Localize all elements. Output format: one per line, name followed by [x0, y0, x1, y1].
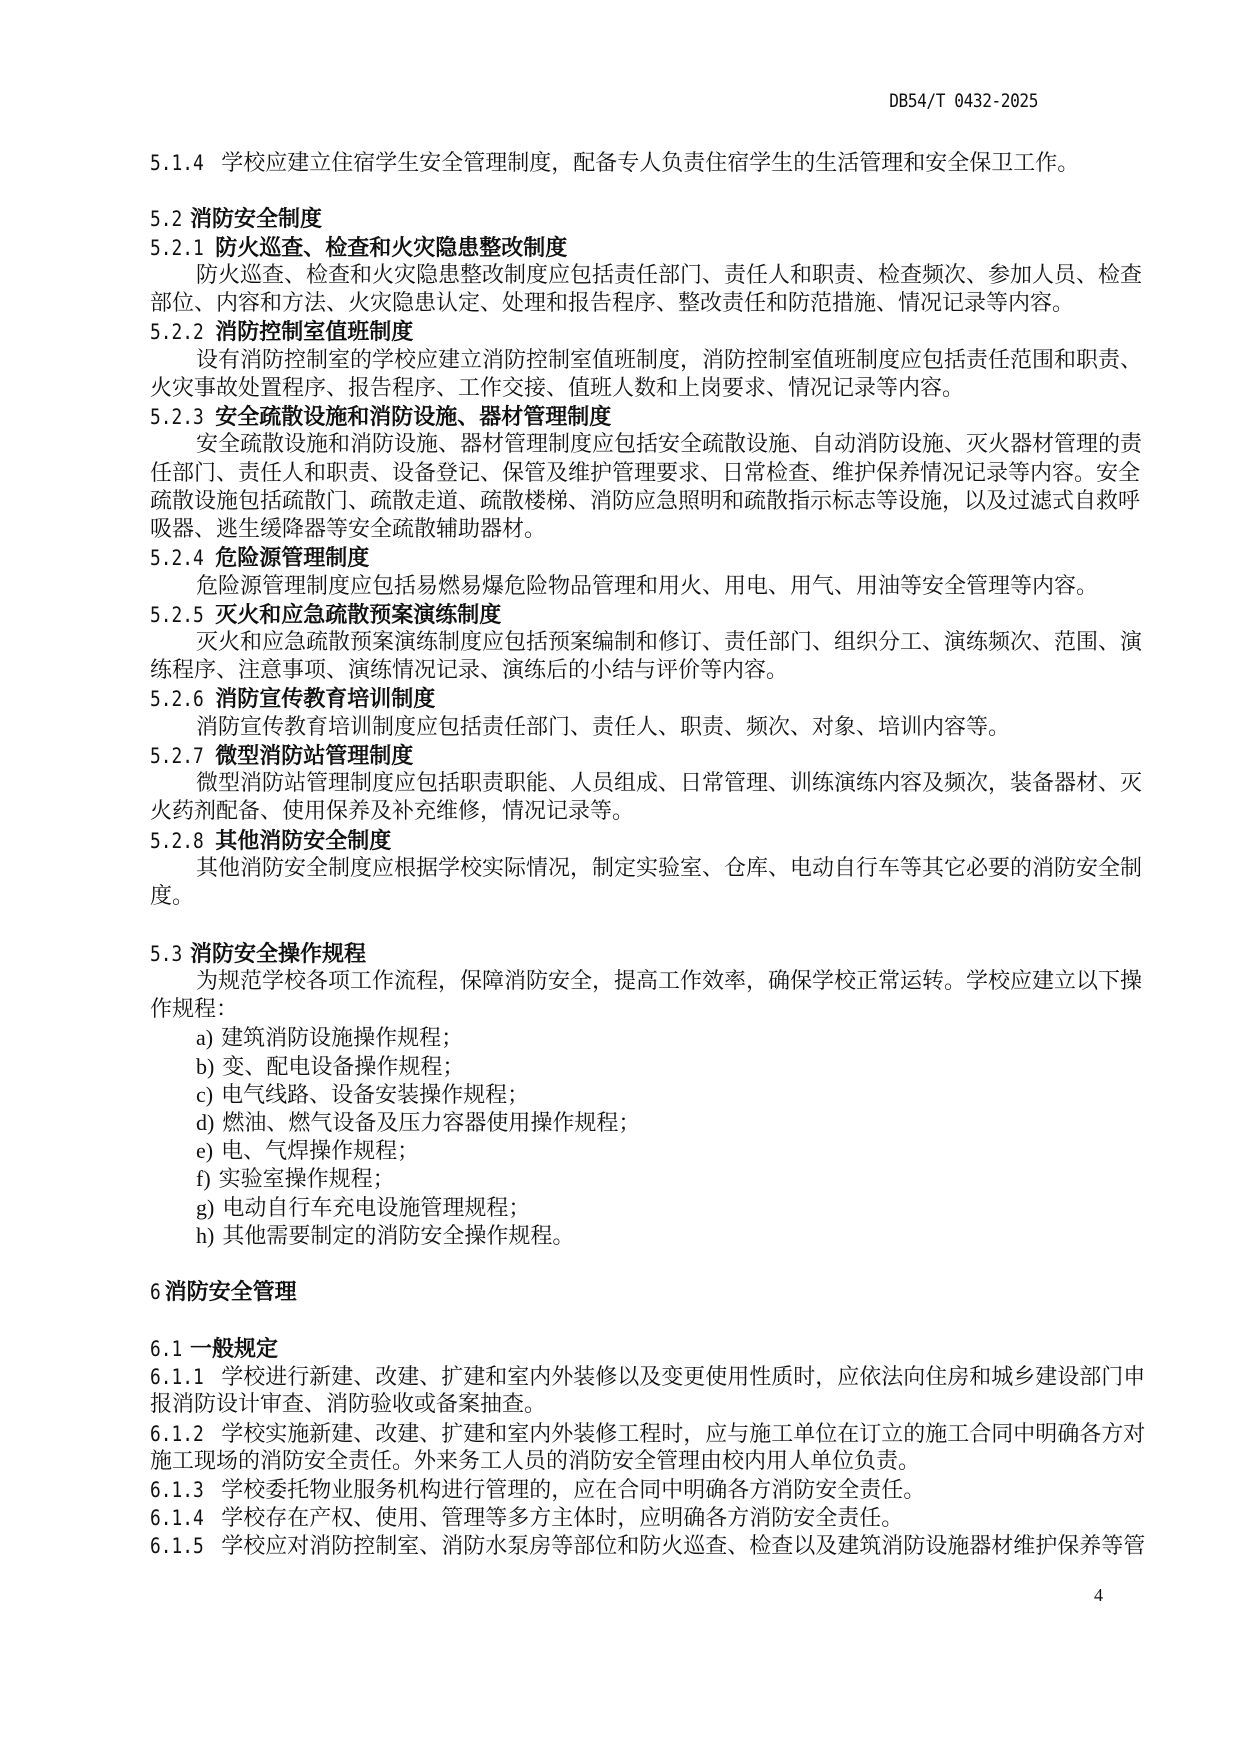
line-text: 学校委托物业服务机构进行管理的，应在合同中明确各方消防安全责任。: [221, 1478, 926, 1504]
clause-number: 6.1.2: [150, 1421, 204, 1446]
section-heading: [150, 1335, 1132, 1363]
line-text: 部位、内容和方法、火灾隐患认定、处理和报告程序、整改责任和防范措施、情况记录等内容。: [150, 291, 1075, 317]
section-heading: [150, 403, 1132, 431]
section-title: 危险源管理制度: [215, 546, 370, 572]
line-text: 为规范学校各项工作流程，保障消防安全，提高工作效率，确保学校正常运转。学校应建立以下操: [196, 968, 1143, 994]
text-line: [150, 883, 1132, 911]
paragraph: [150, 573, 1132, 601]
list-item: [150, 1194, 1132, 1222]
list-item-text: 变、配电设备操作规程；: [222, 1054, 465, 1080]
line-text: 火灾事故处置程序、报告程序、工作交接、值班人数和上岗要求、情况记录等内容。: [150, 375, 965, 401]
text-line: [150, 1391, 1132, 1419]
list-marker: e): [196, 1138, 214, 1164]
list-item: [150, 1081, 1132, 1109]
list-item-text: 实验室操作规程；: [218, 1167, 395, 1193]
text-line: [150, 1532, 1146, 1560]
text-line: [150, 1448, 1132, 1476]
line-text: 学校实施新建、改建、扩建和室内外装修工程时，应与施工单位在订立的施工合同中明确各方对: [221, 1421, 1146, 1447]
text-line: [150, 855, 1143, 883]
section-heading: [150, 1278, 1132, 1306]
section-heading: [150, 318, 1132, 346]
list-marker: h): [196, 1222, 215, 1248]
list-item-text: 其他需要制定的消防安全操作规程。: [222, 1223, 575, 1249]
section-heading: [150, 685, 1132, 713]
text-line: [150, 1363, 1146, 1391]
text-line: [150, 573, 1132, 601]
section-number: 5.2.7: [150, 743, 204, 768]
section-number: 5.2.3: [150, 405, 204, 430]
line-text: 学校应建立住宿学生安全管理制度，配备专人负责住宿学生的生活管理和安全保卫工作。: [221, 151, 1080, 176]
section-number: 6.1: [150, 1336, 183, 1361]
clause: [150, 1420, 1146, 1476]
section-number: 5.3: [150, 941, 183, 966]
line-text: 安全疏散设施和消防设施、器材管理制度应包括安全疏散设施、自动消防设施、灭火器材管理的责: [196, 432, 1143, 458]
document-body: [150, 149, 1146, 1561]
section-heading: [150, 205, 1132, 233]
section-number: 5.2.6: [150, 687, 204, 712]
section-title: 消防安全操作规程: [189, 941, 366, 967]
list-item: [150, 1053, 1132, 1081]
text-line: [150, 375, 1132, 403]
section-heading: [150, 742, 1132, 770]
section-heading: [150, 234, 1132, 262]
section-number: 5.2: [150, 207, 183, 232]
section-title: 一般规定: [189, 1336, 278, 1362]
line-text: 设有消防控制室的学校应建立消防控制室值班制度，消防控制室值班制度应包括责任范围和职责、: [196, 347, 1143, 373]
list-item-text: 电气线路、设备安装操作规程；: [221, 1082, 530, 1108]
section-number: 5.2.8: [150, 828, 204, 853]
line-text: 灭火和应急疏散预案演练制度应包括预案编制和修订、责任部门、组织分工、演练频次、范围、演: [196, 629, 1143, 655]
list-item: [150, 1109, 1132, 1137]
section-number: 5.2.4: [150, 546, 204, 571]
line-text: 学校进行新建、改建、扩建和室内外装修以及变更使用性质时，应依法向住房和城乡建设部门申: [221, 1365, 1146, 1391]
section-number: 5.2.2: [150, 320, 204, 345]
list-item: [150, 1165, 1132, 1193]
text-line: [150, 1504, 1132, 1532]
list-marker: a): [196, 1025, 214, 1051]
clause: [150, 1504, 1132, 1532]
list-marker: g): [196, 1194, 215, 1220]
section-title: 其他消防安全制度: [215, 828, 392, 854]
line-text: 危险源管理制度应包括易燃易爆危险物品管理和用火、用电、用气、用油等安全管理等内容。: [196, 573, 1099, 599]
clause: [150, 149, 1132, 177]
paragraph: [150, 262, 1143, 318]
list-item: [150, 1024, 1132, 1052]
text-line: [150, 629, 1143, 657]
section-number: 5.2.1: [150, 235, 204, 260]
line-text: 学校应对消防控制室、消防水泵房等部位和防火巡查、检查以及建筑消防设施器材维护保养等管: [221, 1534, 1146, 1560]
text-line: [150, 488, 1141, 516]
clause-number: 6.1.4: [150, 1506, 204, 1531]
list-item-text: 电、气焊操作规程；: [221, 1139, 420, 1165]
line-text: 防火巡查、检查和火灾隐患整改制度应包括责任部门、责任人和职责、检查频次、参加人员、检查: [196, 262, 1143, 288]
list-item: [150, 1222, 1132, 1250]
blank-line: [150, 177, 1132, 205]
list-marker: f): [196, 1166, 211, 1192]
section-heading: [150, 940, 1132, 968]
clause-number: 6.1.5: [150, 1534, 204, 1559]
paragraph: [150, 347, 1143, 403]
line-text: 疏散设施包括疏散门、疏散走道、疏散楼梯、消防应急照明和疏散指示标志等设施，以及过滤式自救呼: [150, 488, 1141, 514]
paragraph: [150, 770, 1143, 826]
section-title: 消防宣传教育培训制度: [215, 687, 436, 713]
text-line: [150, 460, 1141, 488]
line-text: 吸器、逃生缓降器等安全疏散辅助器材。: [150, 517, 547, 543]
text-line: [150, 1476, 1132, 1504]
section-number: 6: [150, 1280, 161, 1305]
list-item: [150, 1137, 1132, 1165]
section-title: 安全疏散设施和消防设施、器材管理制度: [215, 405, 612, 431]
line-text: 微型消防站管理制度应包括职责职能、人员组成、日常管理、训练演练内容及频次，装备器材、灭: [196, 771, 1143, 797]
section-title: 微型消防站管理制度: [215, 743, 414, 769]
text-line: [150, 149, 1132, 177]
section-title: 灭火和应急疏散预案演练制度: [215, 602, 502, 628]
line-text: 练程序、注意事项、演练情况记录、演练后的小结与评价等内容。: [150, 658, 789, 684]
text-line: [150, 1420, 1146, 1448]
line-text: 火药剂配备、使用保养及补充维修，情况记录等。: [150, 799, 635, 825]
line-text: 作规程：: [150, 997, 239, 1023]
line-text: 学校存在产权、使用、管理等多方主体时，应明确各方消防安全责任。: [221, 1506, 904, 1532]
clause: [150, 1532, 1146, 1560]
clause-number: 6.1.1: [150, 1365, 204, 1390]
line-text: 其他消防安全制度应根据学校实际情况，制定实验室、仓库、电动自行车等其它必要的消防安全制: [196, 855, 1143, 881]
line-text: 消防宣传教育培训制度应包括责任部门、责任人、职责、频次、对象、培训内容等。: [196, 714, 1011, 740]
line-text: 任部门、责任人和职责、设备登记、保管及维护管理要求、日常检查、维护保养情况记录等内容。安全: [150, 460, 1141, 486]
list-item-text: 建筑消防设施操作规程；: [221, 1026, 464, 1052]
paragraph: [150, 714, 1132, 742]
paragraph: [150, 855, 1143, 911]
section-title: 消防控制室值班制度: [215, 320, 414, 346]
text-line: [150, 968, 1143, 996]
text-line: [150, 657, 1132, 685]
text-line: [150, 347, 1143, 375]
section-heading: [150, 827, 1132, 855]
section-heading: [150, 544, 1132, 572]
list-marker: b): [196, 1053, 215, 1079]
line-text: 度。: [150, 884, 195, 910]
line-text: 施工现场的消防安全责任。外来务工人员的消防安全管理由校内用人单位负责。: [150, 1448, 921, 1474]
paragraph: [150, 629, 1143, 685]
document-code: DB54/T 0432-2025: [889, 90, 1038, 112]
section-title: 消防安全管理: [164, 1280, 297, 1306]
paragraph: [150, 431, 1143, 544]
section-title: 消防安全制度: [189, 207, 322, 233]
clause: [150, 1363, 1146, 1419]
clause-number: 6.1.3: [150, 1478, 204, 1503]
list-marker: c): [196, 1081, 214, 1107]
list-item-text: 电动自行车充电设施管理规程；: [222, 1195, 531, 1221]
clause: [150, 1476, 1132, 1504]
paragraph: [150, 968, 1143, 1024]
blank-line: [150, 1250, 1132, 1278]
section-heading: [150, 601, 1132, 629]
line-text: 报消防设计审查、消防验收或备案抽查。: [150, 1392, 547, 1418]
text-line: [150, 714, 1132, 742]
text-line: [150, 770, 1143, 798]
clause-number: 5.1.4: [150, 151, 204, 175]
text-line: [150, 996, 1132, 1024]
list-item-text: 燃油、燃气设备及压力容器使用操作规程；: [222, 1110, 641, 1136]
text-line: [150, 798, 1132, 826]
list-marker: d): [196, 1109, 215, 1135]
text-line: [150, 431, 1143, 459]
section-title: 防火巡查、检查和火灾隐患整改制度: [215, 235, 568, 261]
text-line: [150, 290, 1132, 318]
blank-line: [150, 1307, 1132, 1335]
blank-line: [150, 911, 1132, 939]
section-number: 5.2.5: [150, 602, 204, 627]
text-line: [150, 262, 1143, 290]
text-line: [150, 516, 1132, 544]
page-number: 4: [1094, 1585, 1103, 1605]
